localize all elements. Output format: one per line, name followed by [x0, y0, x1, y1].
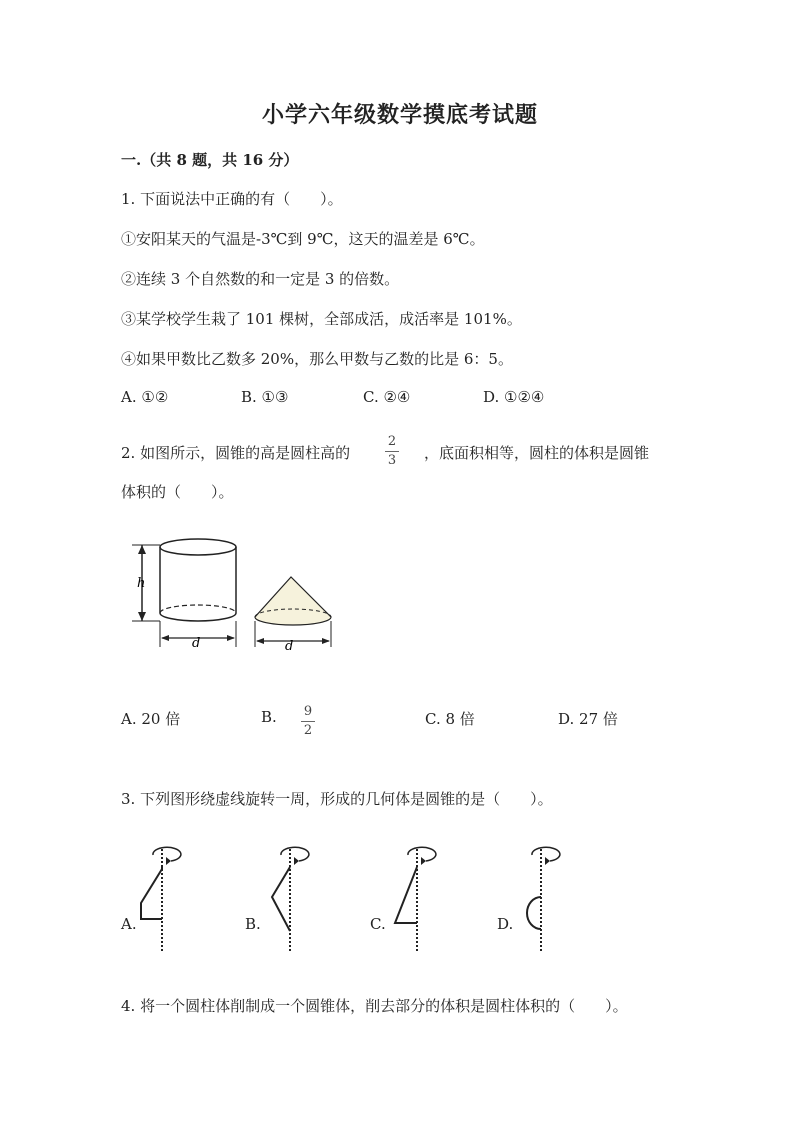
q3-stem: 3. 下列图形绕虚线旋转一周，形成的几何体是圆锥的是（ ）。: [121, 790, 553, 808]
cylinder-diameter-label: d: [192, 636, 201, 651]
q2-stem-after: ，底面积相等，圆柱的体积是圆锥: [424, 444, 650, 462]
q1-statement-4: ④如果甲数比乙数多 20%，那么甲数与乙数的比是 6：5。: [121, 350, 513, 368]
q2-option-b-denominator: 2: [303, 723, 313, 738]
q1-statement-3: ③某学校学生栽了 101 棵树，全部成活，成活率是 101%。: [121, 310, 522, 328]
section-header: 一.（共 8 题，共 16 分）: [121, 151, 299, 169]
q1-statement-2: ②连续 3 个自然数的和一定是 3 的倍数。: [121, 270, 400, 288]
q3-option-a-label: A.: [121, 915, 137, 933]
cone-shape: [255, 577, 331, 625]
q3-option-d-label: D.: [497, 915, 514, 933]
q2-stem-line2: 体积的（ ）。: [121, 483, 234, 501]
q2-option-a: A. 20 倍: [121, 710, 181, 728]
q2-stem-before: 2. 如图所示，圆锥的高是圆柱高的: [121, 444, 351, 462]
q1-stem: 1. 下面说法中正确的有（ ）。: [121, 190, 343, 208]
q4-stem: 4. 将一个圆柱体削制成一个圆锥体，削去部分的体积是圆柱体积的（ ）。: [121, 997, 628, 1015]
cylinder-shape: [160, 539, 236, 621]
q3-figure-c: [388, 845, 448, 955]
q2-option-b-numerator: 9: [303, 704, 313, 719]
height-label: h: [137, 576, 146, 591]
q2-option-b-label: B.: [261, 708, 277, 726]
q1-option-c: C. ②④: [363, 388, 411, 406]
cone-diameter-label: d: [285, 639, 294, 654]
q3-option-c-label: C.: [370, 915, 386, 933]
q2-option-d: D. 27 倍: [558, 710, 618, 728]
q3-option-b-label: B.: [245, 915, 261, 933]
q1-option-b: B. ①③: [241, 388, 289, 406]
q3-figure-d: [513, 845, 573, 955]
page-title: 小学六年级数学摸底考试题: [261, 102, 538, 128]
q3-figure-a: [135, 845, 195, 955]
q2-fraction: [385, 434, 399, 469]
q2-fraction-numerator: 2: [387, 434, 397, 449]
q1-option-a: A. ①②: [121, 388, 169, 406]
q2-fraction-denominator: 3: [387, 453, 397, 468]
q3-figure-b: [262, 845, 322, 955]
q1-option-d: D. ①②④: [483, 388, 545, 406]
q2-figure: [128, 535, 348, 655]
q1-statement-1: ①安阳某天的气温是-3℃到 9℃，这天的温差是 6℃。: [121, 230, 485, 248]
q2-option-b-fraction: [301, 704, 315, 739]
q2-option-c: C. 8 倍: [425, 710, 475, 728]
